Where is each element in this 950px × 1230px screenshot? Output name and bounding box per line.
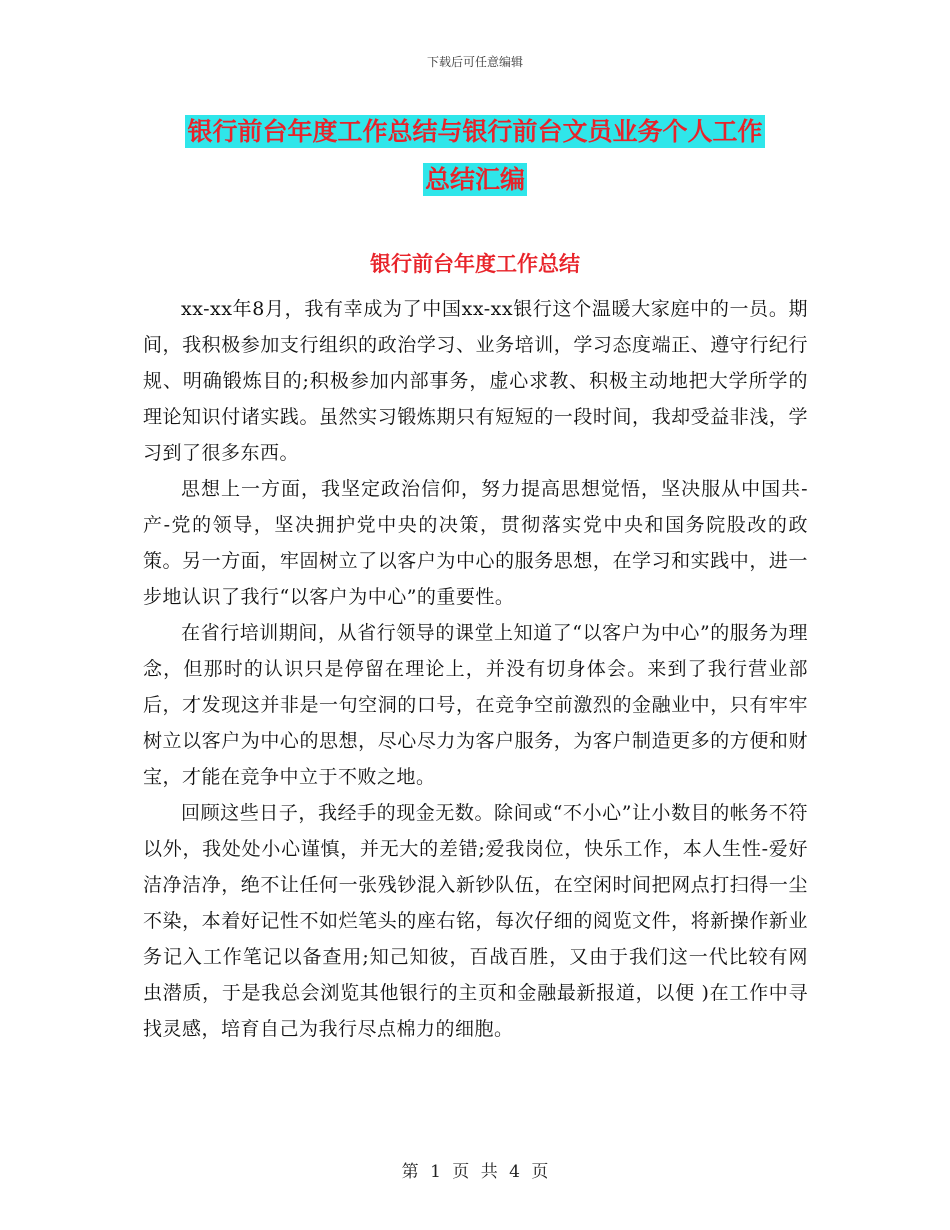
document-title-line2: 总结汇编: [424, 165, 525, 194]
page-footer: 第 1 页 共 4 页: [401, 1162, 549, 1182]
header-note: 下载后可任意编辑: [426, 55, 523, 69]
paragraph: 回顾这些日子，我经手的现金无数。除间或“不小心”让小数目的帐务不符以外，我处处小心谨慎，并无大的差错;爱我岗位，快乐工作，本人生性-爱好洁净洁净，绝不让任何一张残钞混入新钞队伍，在空闲时间把网点打扫得一尘不染，本着好记性不如烂笔头的座右铭，每次仔细的阅览文件，将新操作新业务记入工作笔记以备查用;知己知彼，百战百胜，又由于我们这一代比较有网虫潜质，于是我总会浏览其他银行的主页和金融最新报道，以便 )在工作中寻找灵感，培育自己为我行尽点棉力的细胞。: [143, 802, 808, 1040]
document-title: [0, 108, 950, 204]
paragraph: 在省行培训期间，从省行领导的课堂上知道了“以客户为中心”的服务为理念，但那时的认识只是停留在理论上，并没有切身体会。来到了我行营业部后，才发现这并非是一句空洞的口号，在竞争空前激烈的金融业中，只有牢牢树立以客户为中心的思想，尽心尽力为客户服务，为客户制造更多的方便和财宝，才能在竞争中立于不败之地。: [143, 622, 808, 788]
document-title-line1: 银行前台年度工作总结与银行前台文员业务个人工作: [187, 117, 763, 146]
section-title: 银行前台年度工作总结: [370, 252, 580, 276]
paragraph: xx-xx年8月，我有幸成为了中国xx-xx银行这个温暖大家庭中的一员。期间，我积极参加支行组织的政治学习、业务培训，学习态度端正、遵守行纪行规、明确锻炼目的;积极参加内部事务，虚心求教、积极主动地把大学所学的理论知识付诸实践。虽然实习锻炼期只有短短的一段时间，我却受益非浅，学习到了很多东西。: [143, 298, 808, 464]
body-text: [143, 291, 808, 1047]
paragraph: 思想上一方面，我坚定政治信仰，努力提高思想觉悟，坚决服从中国共-产-党的领导，坚决拥护党中央的决策，贯彻落实党中央和国务院股改的政策。另一方面，牢固树立了以客户为中心的服务思想，在学习和实践中，进一步地认识了我行“以客户为中心”的重要性。: [143, 478, 808, 608]
